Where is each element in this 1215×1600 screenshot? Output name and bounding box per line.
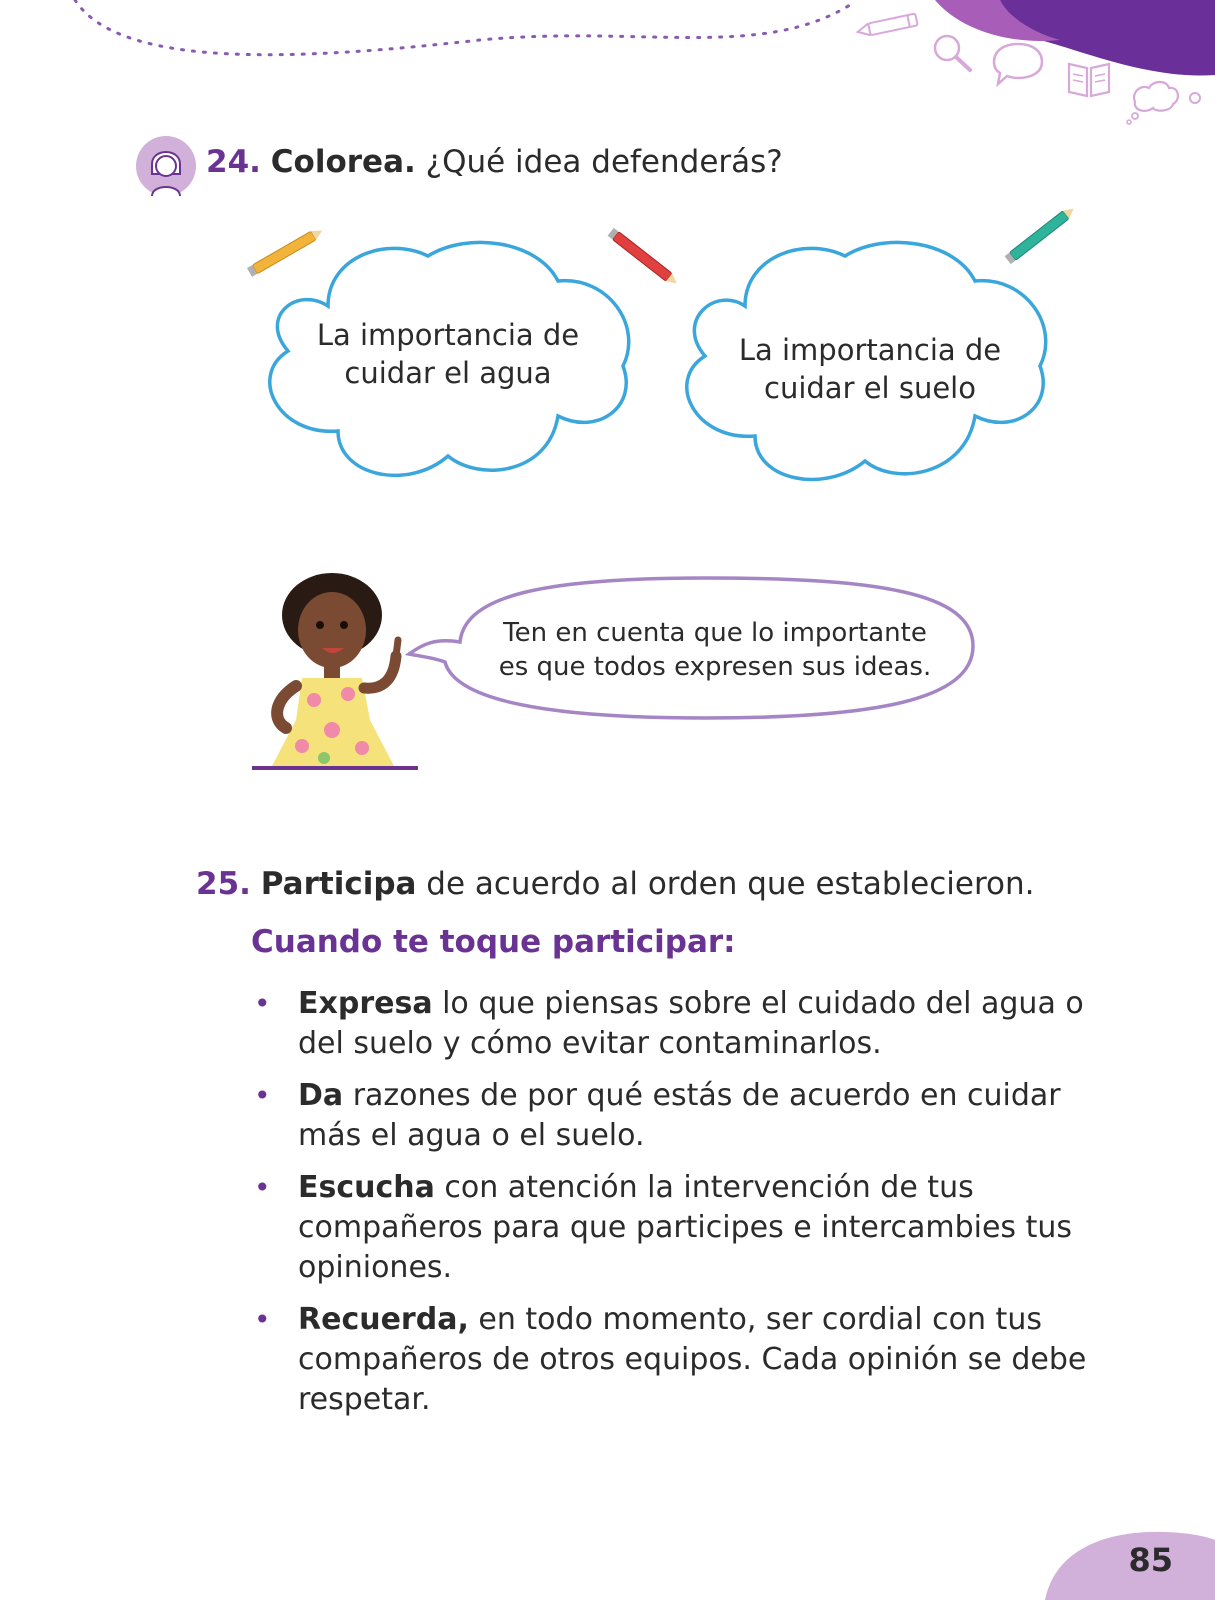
question-verb: Participa xyxy=(260,866,417,902)
student-icon xyxy=(134,134,198,200)
bullet-icon: • xyxy=(254,1303,271,1336)
bullet-icon: • xyxy=(254,1079,271,1112)
cloud-water[interactable] xyxy=(258,236,638,486)
list-item xyxy=(250,1076,1110,1156)
cloud-soil-label xyxy=(705,331,1035,407)
list-item xyxy=(250,984,1110,1064)
page-number: 85 xyxy=(1128,1541,1173,1579)
list-item xyxy=(250,1300,1110,1420)
speech-bubble xyxy=(405,570,980,735)
speech-bubble-icon xyxy=(990,40,1046,88)
question-text: ¿Qué idea defenderás? xyxy=(425,144,783,180)
speech-bubble-text xyxy=(465,616,965,684)
cloud-line-2: cuidar el agua xyxy=(344,356,552,390)
bullet-keyword: Da xyxy=(298,1078,344,1113)
cloud-water-label xyxy=(288,316,608,392)
bullet-keyword: Expresa xyxy=(298,986,433,1021)
question-text: de acuerdo al orden que establecieron. xyxy=(416,866,1035,902)
subheading: Cuando te toque participar: xyxy=(251,924,736,960)
cloud-soil[interactable] xyxy=(675,236,1060,491)
cloud-line-1: La importancia de xyxy=(738,333,1002,367)
question-verb: Colorea. xyxy=(270,144,416,180)
bubble-line-1: Ten en cuenta que lo importante xyxy=(503,618,927,648)
participation-list xyxy=(250,984,1110,1432)
question-number: 24. xyxy=(206,144,261,180)
question-24 xyxy=(206,140,783,184)
question-25 xyxy=(196,862,1035,906)
cloud-line-1: La importancia de xyxy=(316,318,580,352)
cloud-line-2: cuidar el suelo xyxy=(764,371,976,405)
bubble-line-2: es que todos expresen sus ideas. xyxy=(498,652,932,682)
bullet-text: con atención la intervención de tus compañeros para que participes e intercambies tus opiniones. xyxy=(298,1170,1072,1285)
thought-bubble-icon xyxy=(1125,76,1215,126)
bullet-text: en todo momento, ser cordial con tus compañeros de otros equipos. Cada opinión se debe respetar. xyxy=(298,1302,1087,1417)
bullet-icon: • xyxy=(254,987,271,1020)
list-item xyxy=(250,1168,1110,1288)
bullet-text: lo que piensas sobre el cuidado del agua o del suelo y cómo evitar contaminarlos. xyxy=(298,986,1084,1061)
magnifier-icon xyxy=(930,32,976,76)
book-icon xyxy=(1065,58,1113,100)
bullet-icon: • xyxy=(254,1171,271,1204)
bullet-text: razones de por qué estás de acuerdo en cuidar más el agua o el suelo. xyxy=(298,1078,1061,1153)
pencil-icon xyxy=(855,12,925,38)
bullet-keyword: Recuerda, xyxy=(298,1302,469,1337)
question-number: 25. xyxy=(196,866,251,902)
bullet-keyword: Escucha xyxy=(298,1170,435,1205)
